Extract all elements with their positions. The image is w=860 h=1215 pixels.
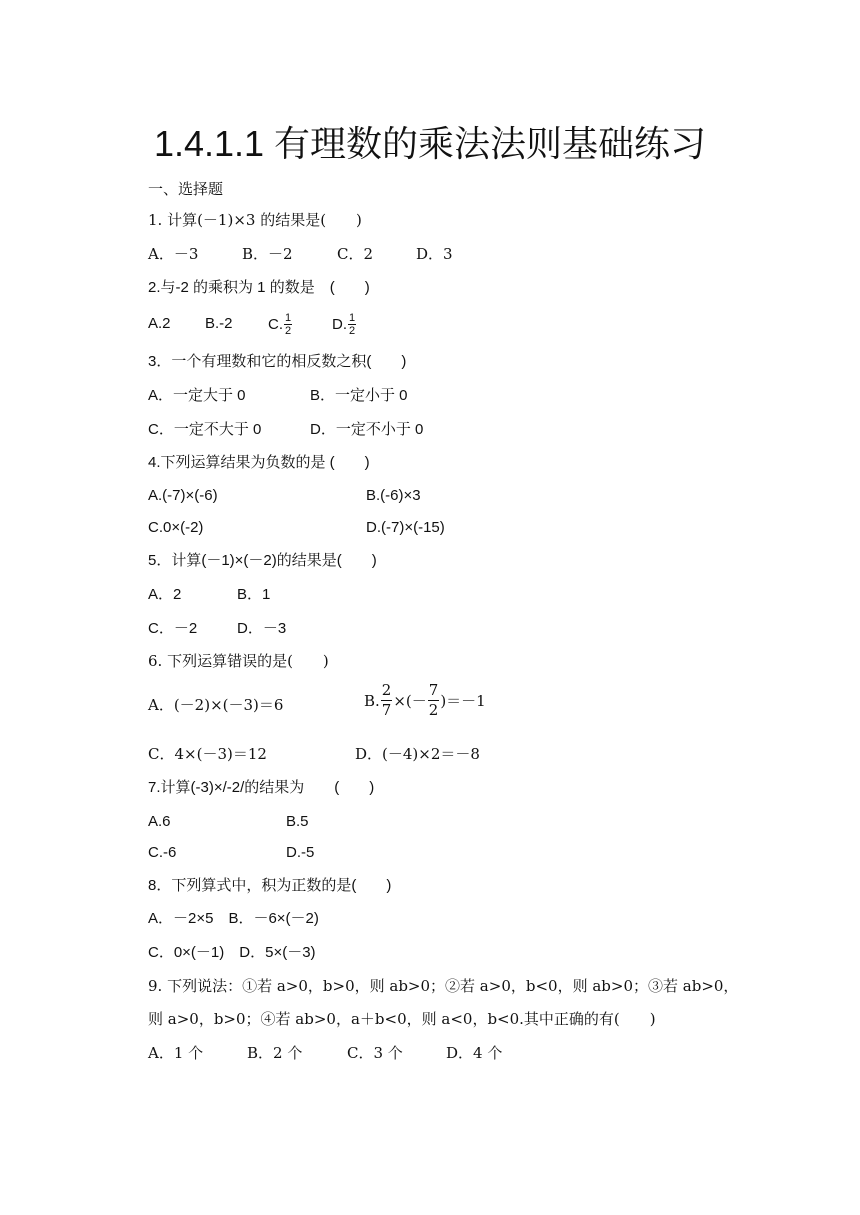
q2-option-d-fraction bbox=[348, 312, 356, 337]
q7-option-c: C.-6 bbox=[148, 844, 177, 861]
q9-option-c: C．3 个 bbox=[347, 1044, 403, 1062]
question-8-options-ab: A．－2×5 B．－6×(－2) bbox=[148, 910, 319, 927]
q6-option-b-operator: ×(－ bbox=[393, 691, 427, 710]
q2-option-c-fraction bbox=[284, 312, 292, 337]
q1-option-d: D．3 bbox=[416, 245, 453, 263]
q6-option-a: A．(－2)×(－3)＝6 bbox=[148, 696, 284, 714]
q2-option-d bbox=[332, 312, 357, 337]
q7-option-d: D.-5 bbox=[286, 844, 315, 861]
page-title: 1.4.1.1 有理数的乘法法则基础练习 bbox=[153, 123, 707, 164]
q2-option-b: B.-2 bbox=[205, 315, 233, 332]
q6-option-b-result: )＝－1 bbox=[440, 691, 486, 710]
q6-option-c: C．4×(－3)＝12 bbox=[148, 745, 267, 763]
q7-option-b: B.5 bbox=[286, 813, 309, 830]
question-8-options-cd: C．0×(－1) D．5×(－3) bbox=[148, 944, 316, 961]
q4-option-b: B.(-6)×3 bbox=[366, 487, 421, 504]
q9-option-d: D．4 个 bbox=[446, 1044, 503, 1062]
fraction-numerator: 7 bbox=[428, 681, 439, 699]
fraction-numerator: 2 bbox=[381, 681, 392, 699]
q7-option-a: A.6 bbox=[148, 813, 171, 830]
q6-fraction-2 bbox=[428, 681, 440, 720]
q1-option-a: A．－3 bbox=[148, 245, 199, 263]
q5-option-c: C．－2 bbox=[148, 620, 198, 637]
q2-option-d-label: D. bbox=[332, 315, 347, 333]
q6-fraction-1 bbox=[381, 681, 393, 720]
question-5-stem: 5．计算(－1)×(－2)的结果是( ) bbox=[148, 552, 377, 569]
q4-option-d: D.(-7)×(-15) bbox=[366, 519, 445, 536]
q2-option-a: A.2 bbox=[148, 315, 171, 332]
question-1-stem: 1. 计算(－1)×3 的结果是( ) bbox=[148, 211, 362, 229]
q4-option-c: C.0×(-2) bbox=[148, 519, 204, 536]
q2-option-c-label: C. bbox=[268, 315, 283, 333]
q1-option-b: B．－2 bbox=[242, 245, 293, 263]
q3-option-d: D．一定不小于 0 bbox=[310, 421, 424, 438]
q3-option-c: C．一定不大于 0 bbox=[148, 421, 262, 438]
question-8-stem: 8．下列算式中，积为正数的是( ) bbox=[148, 877, 392, 894]
q5-option-a: A．2 bbox=[148, 586, 182, 603]
q5-option-d: D．－3 bbox=[237, 620, 287, 637]
question-6-stem: 6. 下列运算错误的是( ) bbox=[148, 652, 329, 670]
q4-option-a: A.(-7)×(-6) bbox=[148, 487, 218, 504]
q9-option-a: A．1 个 bbox=[148, 1044, 204, 1062]
fraction-denominator: 7 bbox=[381, 701, 392, 719]
question-3-stem: 3．一个有理数和它的相反数之积( ) bbox=[148, 353, 407, 370]
q3-option-b: B．一定小于 0 bbox=[310, 387, 408, 404]
q1-option-c: C．2 bbox=[337, 245, 374, 263]
question-2-stem: 2.与-2 的乘积为 1 的数是 ( ) bbox=[148, 279, 370, 296]
q3-option-a: A．一定大于 0 bbox=[148, 387, 246, 404]
question-9-stem-line-1: 9. 下列说法：①若 a>0，b>0，则 ab>0；②若 a>0，b<0，则 ab>0；③若 ab>0， bbox=[148, 977, 739, 995]
section-heading: 一、选择题 bbox=[148, 180, 224, 198]
q6-option-b-label: B. bbox=[364, 691, 380, 710]
question-9-stem-line-2: 则 a>0，b>0；④若 ab>0，a＋b<0，则 a<0，b<0.其中正确的有( ) bbox=[148, 1010, 656, 1028]
fraction-numerator: 1 bbox=[349, 312, 356, 324]
q5-option-b: B．1 bbox=[237, 586, 271, 603]
q6-option-d: D．(－4)×2＝－8 bbox=[355, 745, 480, 763]
question-7-stem: 7.计算(-3)×/-2/的结果为 ( ) bbox=[148, 779, 375, 796]
fraction-denominator: 2 bbox=[349, 325, 356, 337]
q2-option-c bbox=[268, 312, 293, 337]
q6-option-b bbox=[364, 681, 486, 720]
fraction-numerator: 1 bbox=[285, 312, 292, 324]
fraction-denominator: 2 bbox=[285, 325, 292, 337]
q9-option-b: B．2 个 bbox=[247, 1044, 303, 1062]
fraction-denominator: 2 bbox=[428, 701, 439, 719]
question-4-stem: 4.下列运算结果为负数的是 ( ) bbox=[148, 454, 370, 471]
